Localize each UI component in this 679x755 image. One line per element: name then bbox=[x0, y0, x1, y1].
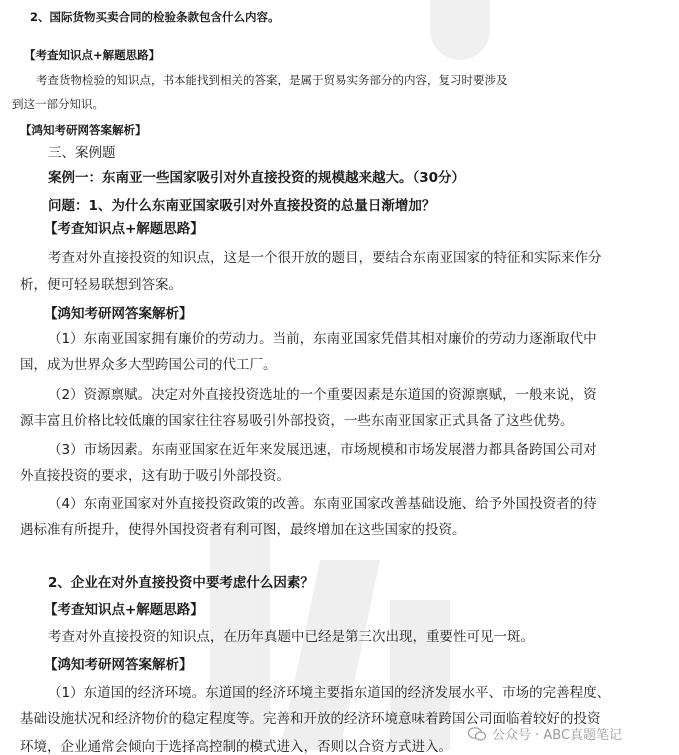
wechat-account-label: 公众号 · ABC真题笔记 bbox=[492, 728, 623, 743]
q2-investment-title: 2、企业在对外直接投资中要考虑什么因素？ bbox=[48, 575, 314, 591]
wechat-icon bbox=[468, 727, 486, 741]
answer-2-line1: （2）资源禀赋。决定对外直接投资选址的一个重要因素是东道国的资源禀赋，一般来说，资 bbox=[48, 387, 597, 403]
q2-trade-title: 2、国际货物买卖合同的检验条款包含什么内容。 bbox=[30, 10, 280, 24]
case-one-title: 案例一：东南亚一些国家吸引对外直接投资的规模越来越大。（30分） bbox=[48, 170, 466, 186]
answer-3-line2: 外直接投资的要求，这有助于吸引外部投资。 bbox=[20, 468, 290, 484]
answer-3-1-line2: 基础设施状况和经济物价的稳定程度等。完善和开放的经济环境意味着跨国公司面临着较好的投资 bbox=[20, 711, 601, 727]
analysis-1-line2: 到这一部分知识。 bbox=[12, 97, 104, 111]
answer-1-line1: （1）东南亚国家拥有廉价的劳动力。当前，东南亚国家凭借其相对廉价的劳动力逐渐取代中 bbox=[48, 331, 597, 347]
answer-4-line2: 遇标准有所提升，使得外国投资者有利可图，最终增加在这些国家的投资。 bbox=[20, 522, 466, 538]
answer-3-1-line1: （1）东道国的经济环境。东道国的经济环境主要指东道国的经济发展水平、市场的完善程度、 bbox=[48, 685, 611, 701]
knowledge-tag-2: 【考查知识点+解题思路】 bbox=[44, 221, 204, 237]
answer-3-1-line3: 环境，企业通常会倾向于选择高控制的模式进入，否则以合资方式进入。 bbox=[20, 739, 452, 755]
answer-tag-2: 【鸿知考研网答案解析】 bbox=[44, 306, 193, 322]
analysis-2-line2: 析，便可轻易联想到答案。 bbox=[20, 277, 182, 293]
answer-1-line2: 国，成为世界众多大型跨国公司的代工厂。 bbox=[20, 357, 277, 373]
top-watermark bbox=[430, 0, 490, 60]
analysis-3-line1: 考查对外直接投资的知识点，在历年真题中已经是第三次出现，重要性可见一斑。 bbox=[48, 629, 534, 645]
question-1: 问题：1、为什么东南亚国家吸引对外直接投资的总量日渐增加？ bbox=[48, 198, 436, 214]
wechat-source-badge bbox=[468, 724, 622, 743]
knowledge-tag-1: 【考查知识点+解题思路】 bbox=[24, 48, 161, 62]
answer-3-line1: （3）市场因素。东南亚国家在近年来发展迅速，市场规模和市场发展潜力都具备跨国公司对 bbox=[48, 442, 597, 458]
case-section-heading: 三、案例题 bbox=[48, 145, 116, 161]
analysis-2-line1: 考查对外直接投资的知识点，这是一个很开放的题目，要结合东南亚国家的特征和实际来作分 bbox=[48, 250, 602, 266]
analysis-1-line1: 考查货物检验的知识点，书本能找到相关的答案，是属于贸易实务部分的内容，复习时要涉及 bbox=[36, 73, 508, 87]
answer-tag-3: 【鸿知考研网答案解析】 bbox=[44, 657, 193, 673]
answer-4-line1: （4）东南亚国家对外直接投资政策的改善。东南亚国家改善基础设施、给予外国投资者的待 bbox=[48, 496, 597, 512]
knowledge-tag-3: 【考查知识点+解题思路】 bbox=[44, 602, 204, 618]
answer-2-line2: 源丰富且价格比较低廉的国家往往容易吸引外部投资，一些东南亚国家正式具备了这些优势。 bbox=[20, 413, 574, 429]
answer-tag-1: 【鸿知考研网答案解析】 bbox=[20, 123, 147, 137]
